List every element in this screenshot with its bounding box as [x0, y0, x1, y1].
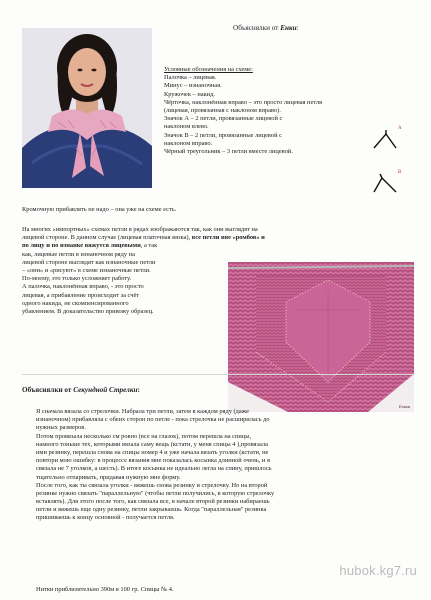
legend-item: (лицевая, провязанная с наклоном вправо).	[164, 106, 281, 114]
paragraph-line: одного накида, не скомпенсированного	[22, 299, 129, 307]
model-photo-illustration	[22, 28, 152, 188]
section2-title-prefix: Объяснялки от	[22, 386, 74, 394]
section-divider	[22, 374, 414, 375]
body-line: намного тоньше тех, которыми вязала саму вещь (кстати, у меня спицы 4 ),провязала	[36, 440, 268, 448]
section1-title	[233, 24, 299, 33]
section2-body	[36, 408, 418, 523]
knitted-sample-illustration	[228, 262, 414, 412]
paragraph-line: лицевая, а прибавление происходит за счёт	[22, 291, 140, 299]
paragraph-line	[22, 234, 417, 242]
paragraph-line: – «они» и «рисуют» в схеме изнаночные петли.	[22, 266, 151, 274]
legend-item: Значок В – 2 петли, провязанные лицевой с	[164, 131, 282, 139]
body-line: тщательно отпаривать, придавая нужную мне форму.	[36, 473, 181, 481]
section1-title-prefix: Объяснялки от	[233, 24, 281, 32]
legend-block	[164, 66, 322, 156]
paragraph-line: А палочка, наклонённая вправо, - это просто	[22, 283, 144, 291]
legend-item: Чёрный треугольник – 3 петли вместе лицевой.	[164, 147, 293, 155]
legend-item: Палочка – лицевая.	[164, 74, 217, 82]
section2-title	[22, 386, 140, 395]
body-line: пришиваешь к концу основной - получается петля.	[36, 514, 175, 522]
paragraph-text: , а так	[140, 242, 158, 250]
paragraph-line	[22, 242, 417, 250]
section2-title-author: Секундной Стрелки	[73, 386, 138, 394]
edge-note: Кромочную прибавлять не надо – она уже на схеме есть.	[22, 206, 177, 213]
legend-heading: Условные обозначения на схеме:	[164, 66, 253, 73]
paragraph-line: На многих «импортных» схемах петли в рядах изображаются так, как они выглядят на	[22, 226, 258, 233]
symbol-b-label: B	[398, 170, 402, 175]
body-line: Потом провязала несколько см ровно (все на глазок), потом перешла на спицы,	[36, 432, 252, 440]
body-line: резинке нужно связать "параллельную" (чтобы петли получились, в которую стрелочку	[36, 489, 275, 497]
site-watermark: hubok.kg7.ru	[339, 563, 417, 579]
body-line: После того, как ты связала уголки - вяжешь снова резинку и стрелочку. Но на второй	[36, 481, 268, 489]
legend-item: наклоном влево.	[164, 123, 209, 131]
body-line: связала не 7 уголков, а шесть). В итоге косынка не идеально легла на спину, пришлось	[36, 465, 272, 473]
symbol-a	[370, 126, 406, 152]
legend-list	[164, 74, 322, 156]
paragraph-line: как, лицевые петли в изнаночном ряду на	[22, 250, 135, 258]
body-line: вставлять). Для этого после того, как связала все, в начале второй резинки набираешь	[36, 498, 270, 506]
sample-credit: Енька	[398, 403, 410, 409]
body-line: изнаночном) прибавляла с обеих сторон по петле - пока стрелочка не расширилась до	[36, 416, 270, 424]
legend-item: Кружочек – накид.	[164, 90, 215, 98]
body-line: повтори мою ошибку: в процессе вязания мне показалась косынка длинной очень, и я	[36, 457, 270, 465]
symbol-b	[370, 170, 406, 196]
paragraph-bold-text: по лицу и по изнанке вяжутся лицевыми	[22, 242, 141, 250]
paragraph-bold-text: все петли вне «ромбов» и	[190, 234, 265, 242]
legend-item: наклоном вправо.	[164, 139, 213, 147]
paragraph-line: По-моему, это только усложняет работу.	[22, 275, 132, 283]
knitted-sample-photo	[228, 262, 414, 412]
section2-title-suffix: :	[137, 386, 140, 394]
symbol-a-label: A	[398, 126, 402, 131]
paragraph-line: убавлением. В доказательство привожу образец.	[22, 307, 154, 315]
model-photo	[22, 28, 152, 188]
legend-item: Значок А – 2 петли, провязанные лицевой с	[164, 115, 283, 123]
paragraph-line: лицевой стороне выглядят как изнаночные петли	[22, 258, 156, 266]
section1-title-author: Енки	[280, 24, 297, 32]
paragraph-text: лицевой стороне. В данном случае (лицевая платочная вязка),	[22, 234, 191, 242]
body-line: петли и вяжешь еще одну резинку, петли закрываешь. Когда "параллельная" резинка	[36, 506, 267, 514]
legend-item: Минус – изнаночная.	[164, 82, 222, 90]
body-line: Я сначала вязала со стрелочки. Набрала три петли, затем в каждом ряду (даже	[36, 408, 249, 415]
section1-title-suffix: :	[296, 24, 299, 32]
legend-item: Чёрточка, наклонённая вправо – это просто лицевая петля	[164, 98, 323, 106]
yarn-note: Нитки приблизительно 390м в 100 гр. Спицы № 4.	[36, 586, 174, 593]
body-line: нужных размеров.	[36, 424, 86, 432]
body-line: ими резинку, перешла снова на спицы номер 4 и уже начала вязать уголки (кстати, не	[36, 448, 269, 456]
